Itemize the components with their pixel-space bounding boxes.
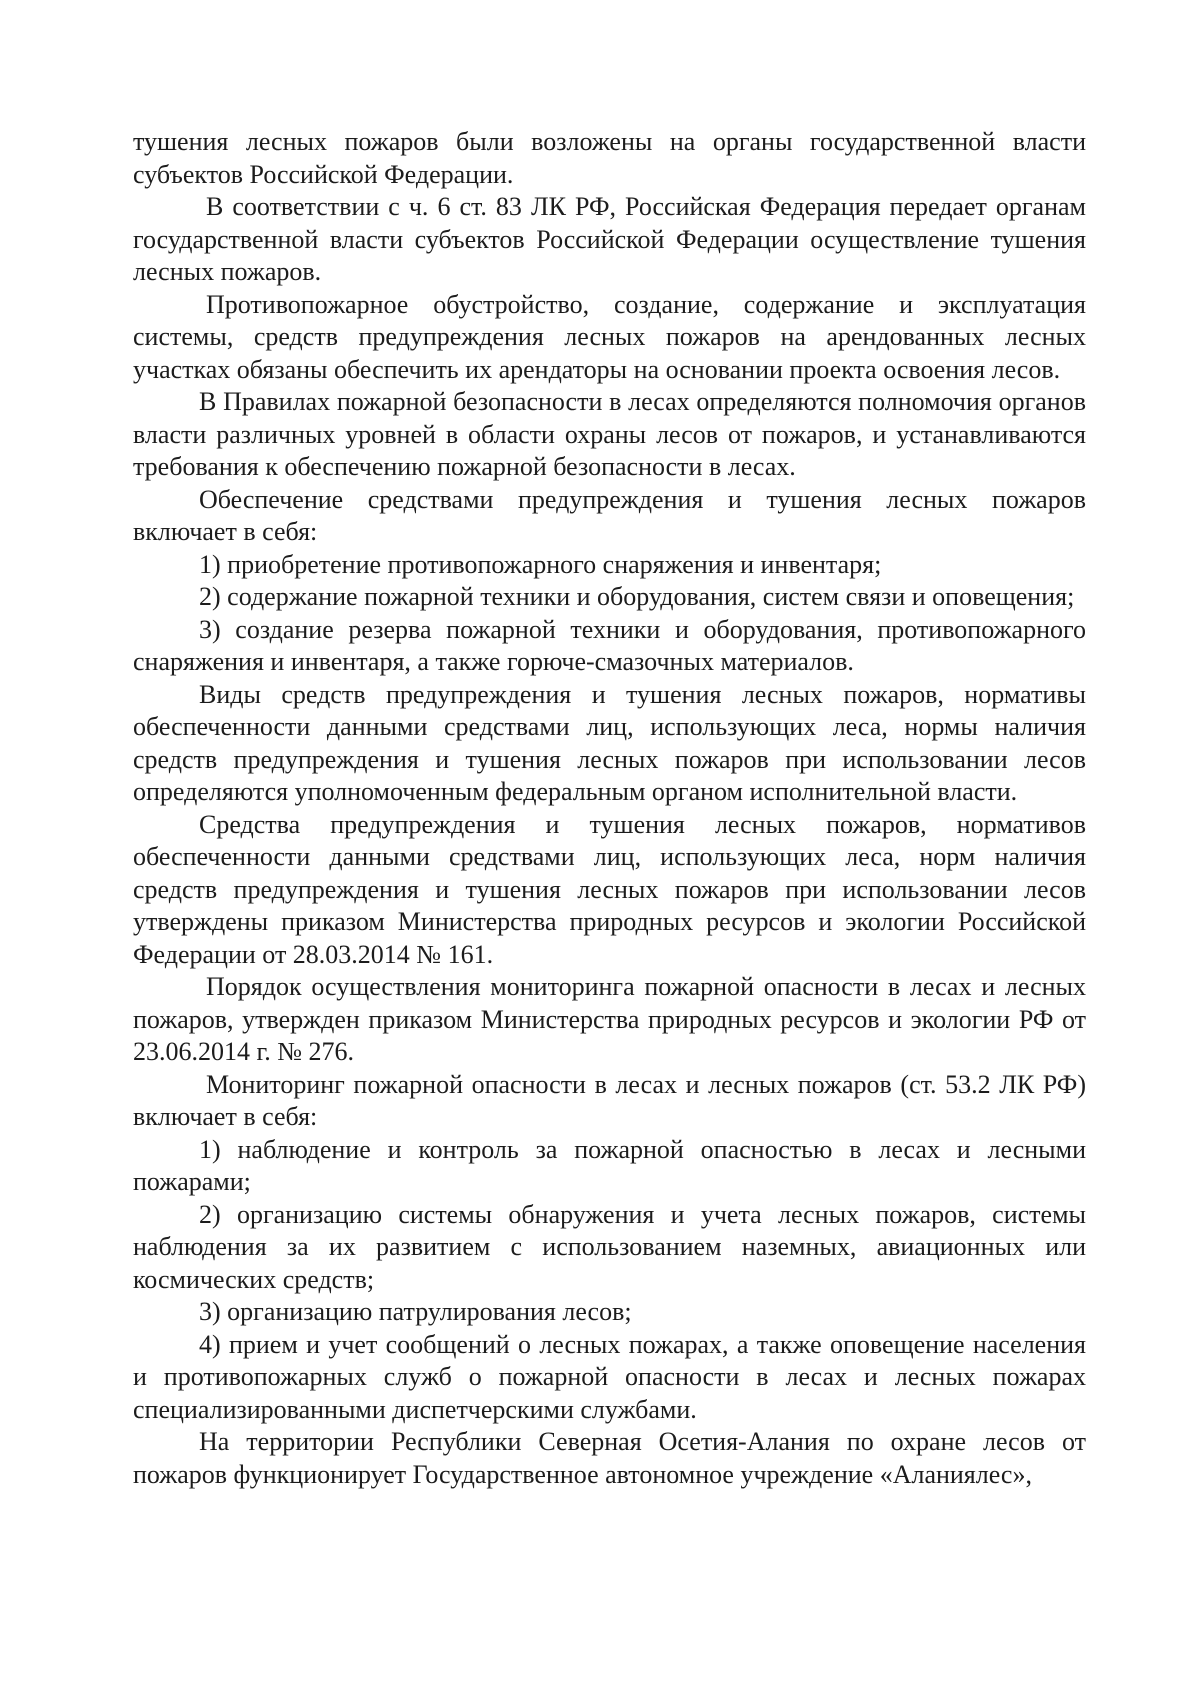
list-item-6: 3) организацию патрулирования лесов; — [199, 1297, 632, 1326]
paragraph-3: Противопожарное обустройство, создание, содержание и эксплуатация системы, средств предупреждения лесных пожаров на арендованных лесных участках обязаны обеспечить их арендаторы на основании проекта освоения лесов. — [133, 289, 1086, 384]
paragraph-5: Обеспечение средствами предупреждения и тушения лесных пожаров включает в себя: — [133, 484, 1086, 546]
list-item-1: 1) приобретение противопожарного снаряжения и инвентаря; — [199, 549, 882, 579]
list-item-4: 1) наблюдение и контроль за пожарной опасностью в лесах и лесными пожарами; — [133, 1134, 1086, 1196]
paragraph-8: Порядок осуществления мониторинга пожарной опасности в лесах и лесных пожаров, утвержден приказом Министерства природных ресурсов и экологии РФ от 23.06.2014 г. № 276. — [133, 972, 1086, 1066]
paragraph-4: В Правилах пожарной безопасности в лесах определяются полномочия органов власти различных уровней в области охраны лесов от пожаров, и устанавливаются требования к обеспечению пожарной безопасности в лесах. — [133, 387, 1086, 481]
paragraph-9: Мониторинг пожарной опасности в лесах и лесных пожаров (ст. 53.2 ЛК РФ) включает в себя: — [133, 1069, 1086, 1131]
paragraph-2: В соответствии с ч. 6 ст. 83 ЛК РФ, Российская Федерация передает органам государственной власти субъектов Российской Федерации осуществление тушения лесных пожаров. — [133, 192, 1086, 286]
list-item-2: 2) содержание пожарной техники и оборудования, систем связи и оповещения; — [199, 582, 1075, 611]
paragraph-6: Виды средств предупреждения и тушения лесных пожаров, нормативы обеспеченности данными средствами лиц, использующих леса, нормы наличия средств предупреждения и тушения лесных пожаров при использовании лесов определяются уполномоченным федеральным органом исполнительной власти. — [133, 679, 1086, 806]
document-body — [133, 126, 1086, 1491]
paragraph-1: тушения лесных пожаров были возложены на органы государственной власти субъектов Российской Федерации. — [133, 127, 1086, 189]
list-item-7: 4) прием и учет сообщений о лесных пожарах, а также оповещение населения и противопожарных служб о пожарной опасности в лесах и лесных пожарах специализированными диспетчерскими службами. — [133, 1329, 1086, 1424]
paragraph-10: На территории Республики Северная Осетия-Алания по охране лесов от пожаров функционирует Государственное автономное учреждение «Аланиялес», — [133, 1427, 1086, 1489]
list-item-3: 3) создание резерва пожарной техники и оборудования, противопожарного снаряжения и инвентаря, а также горюче-смазочных материалов. — [133, 614, 1086, 676]
list-item-5: 2) организацию системы обнаружения и учета лесных пожаров, системы наблюдения за их развитием с использованием наземных, авиационных или космических средств; — [133, 1199, 1086, 1294]
paragraph-7: Средства предупреждения и тушения лесных пожаров, нормативов обеспеченности данными средствами лиц, использующих леса, норм наличия средств предупреждения и тушения лесных пожаров при использовании лесов утверждены приказом Министерства природных ресурсов и экологии Российской Федерации от 28.03.2014 № 161. — [133, 809, 1086, 969]
